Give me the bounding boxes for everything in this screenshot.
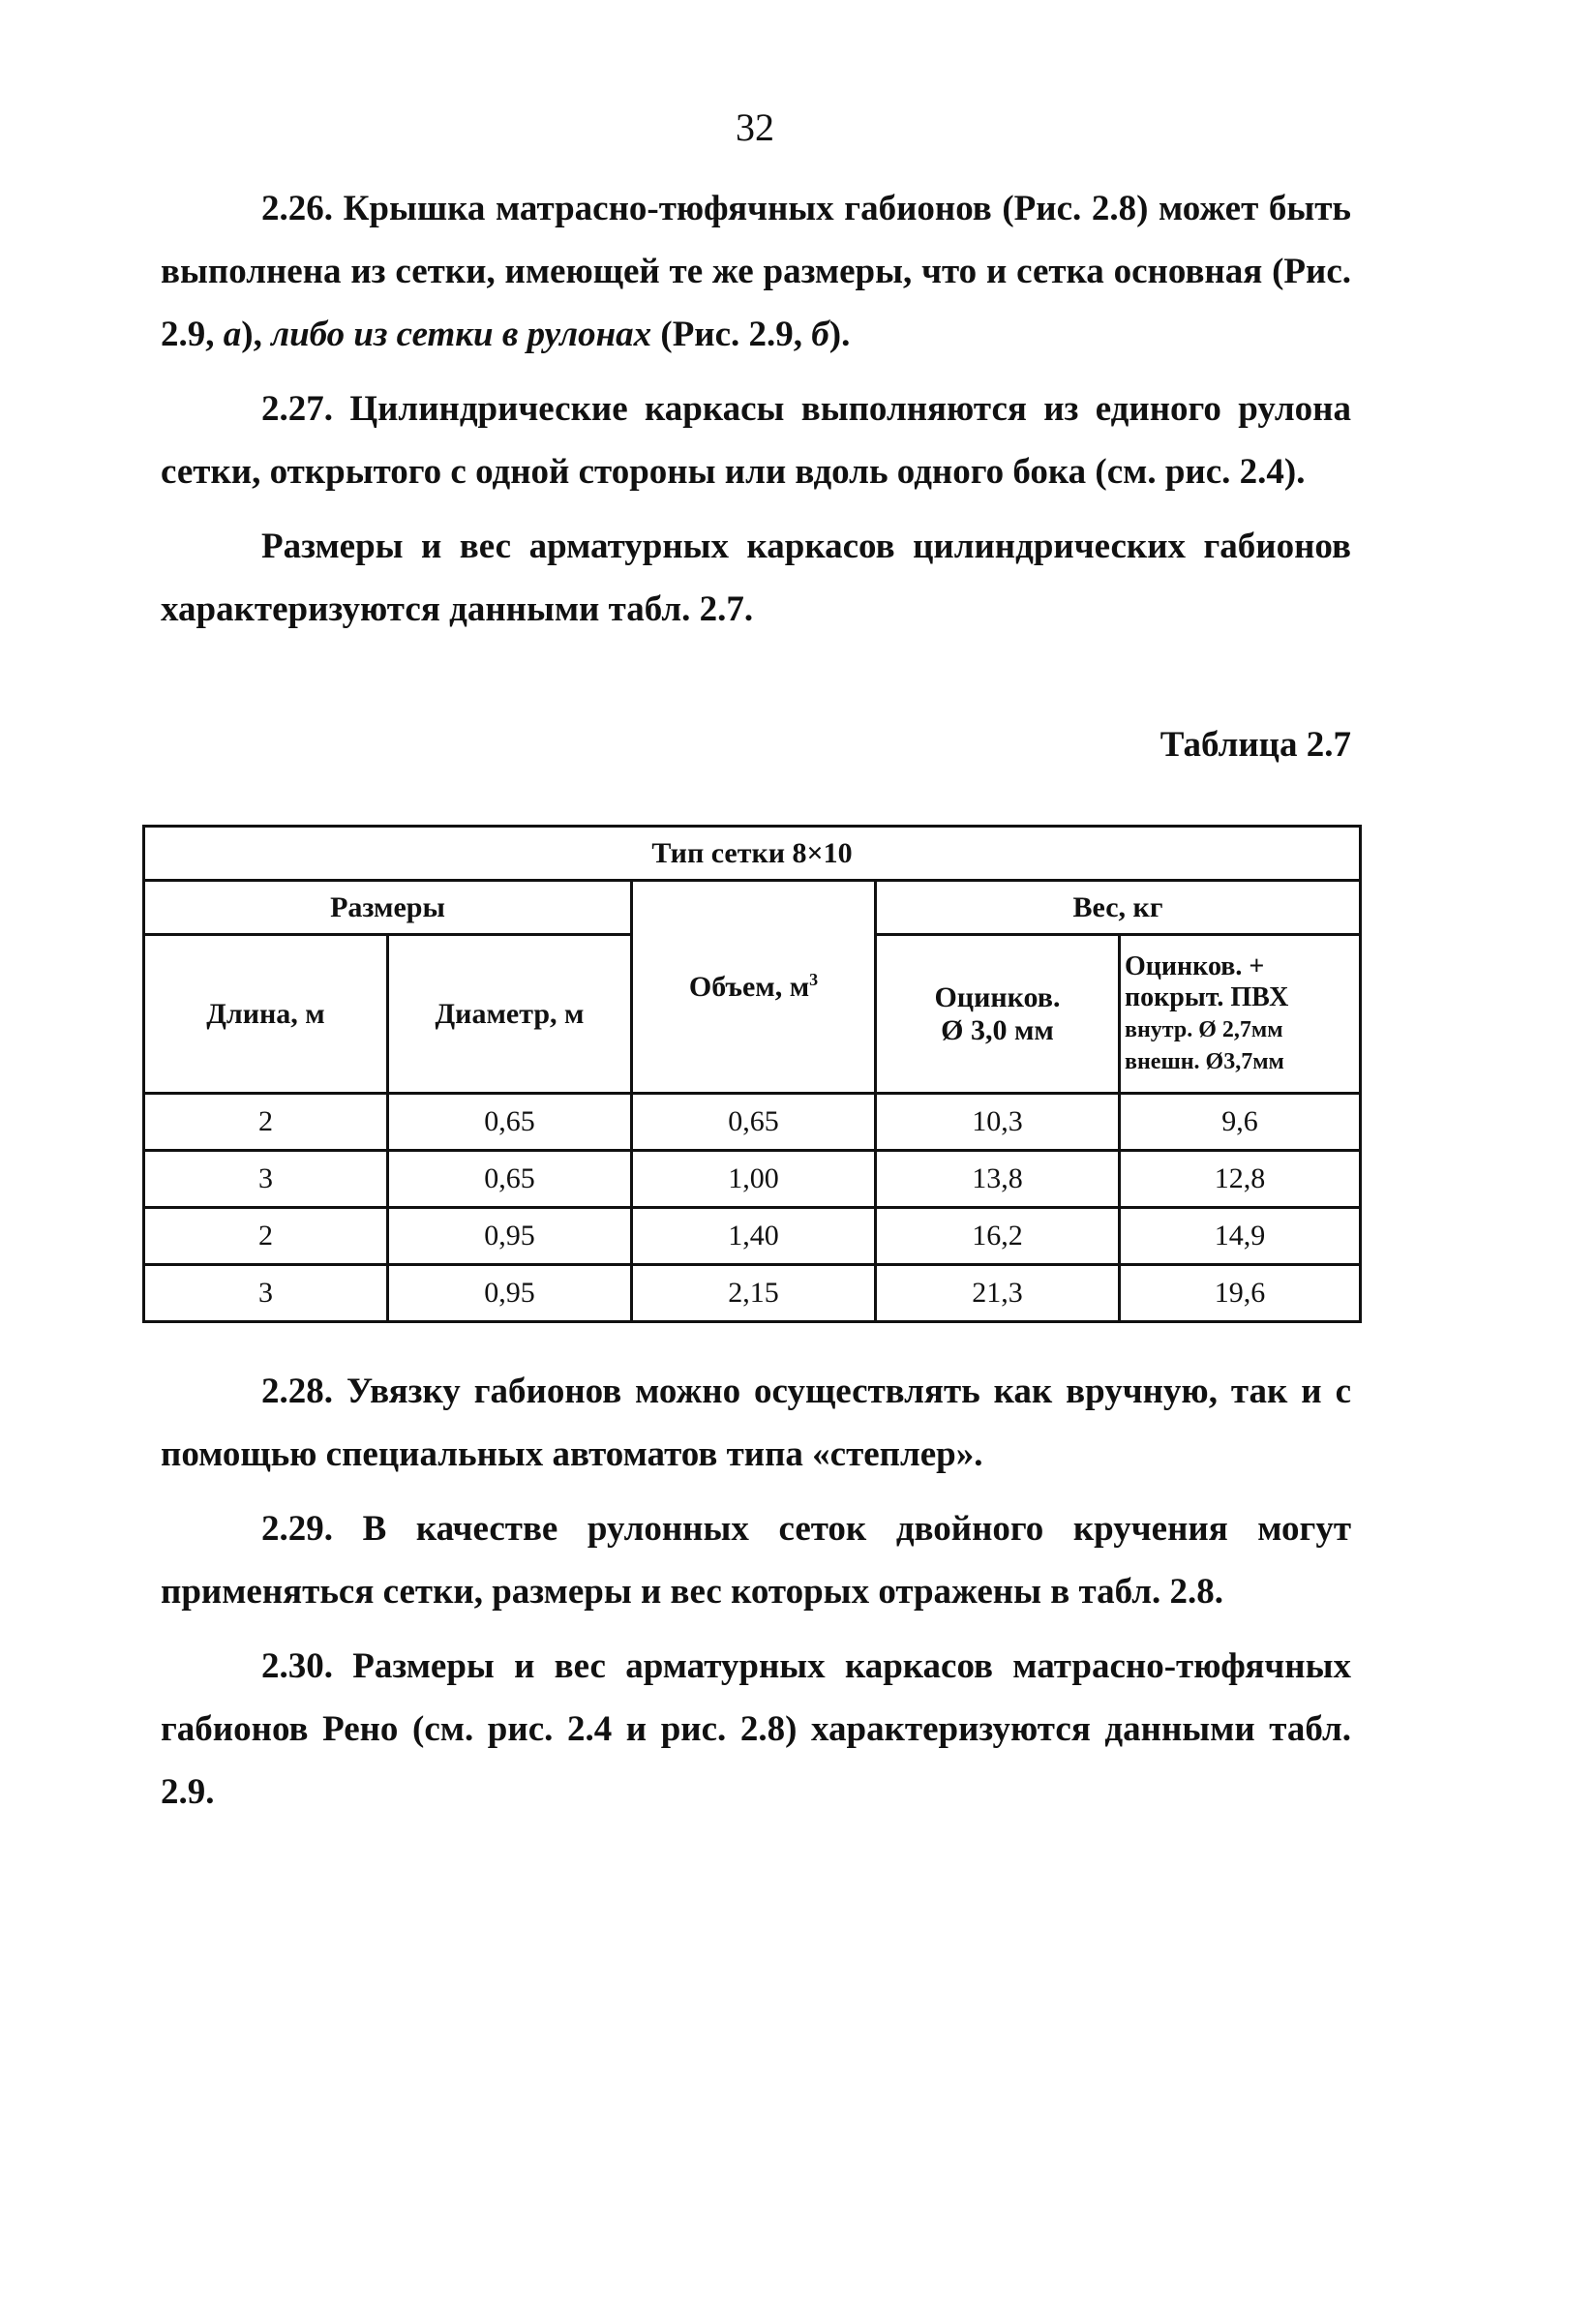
col-header-volume-text: Объем, м [688, 971, 810, 1003]
table-group-row [144, 881, 1361, 935]
table-title-row [144, 827, 1361, 881]
cell-length: 3 [144, 1265, 388, 1322]
table-2-7 [142, 825, 1362, 1323]
paragraph-2-29: 2.29. В качестве рулонных сеток двойного кручения могут применяться сетки, размеры и вес которых отражены в табл. 2.8. [161, 1509, 1351, 1612]
cell-diameter: 0,65 [388, 1094, 632, 1151]
cell-volume: 2,15 [632, 1265, 876, 1322]
cell-weight-zinc: 16,2 [876, 1208, 1120, 1265]
cell-diameter: 0,95 [388, 1208, 632, 1265]
cell-weight-pvc: 14,9 [1120, 1208, 1361, 1265]
col-header-volume [632, 881, 876, 1094]
text-block-top [161, 177, 1351, 641]
paragraph-2-26-part-4: либо из сетки в рулонах [271, 315, 652, 354]
col-header-volume-sup: 3 [809, 970, 819, 989]
group-header-weight: Вес, кг [876, 881, 1361, 935]
text-block-bottom [161, 1360, 1351, 1824]
cell-diameter: 0,95 [388, 1265, 632, 1322]
col-header-pvc-line-1: Оцинков. + [1125, 950, 1265, 981]
paragraph-2-26-part-6: б [811, 315, 829, 354]
page-number: 32 [736, 106, 774, 149]
paragraph-2-26-part-7: ). [828, 315, 851, 354]
paragraph-2-26-part-2: а [223, 315, 242, 354]
cell-length: 3 [144, 1151, 388, 1208]
table-row [144, 1151, 1361, 1208]
col-header-pvc-line-4: внешн. Ø3,7мм [1125, 1048, 1284, 1074]
paragraph-2-27: 2.27. Цилиндрические каркасы выполняются из единого рулона сетки, открытого с одной стороны или вдоль одного бока (см. рис. 2.4). [161, 389, 1351, 492]
paragraph-2-30: 2.30. Размеры и вес арматурных каркасов матрасно-тюфячных габионов Рено (см. рис. 2.4 и рис. 2.8) характеризуются данными табл. 2.9. [161, 1646, 1351, 1812]
cell-weight-zinc: 13,8 [876, 1151, 1120, 1208]
cell-weight-zinc: 10,3 [876, 1094, 1120, 1151]
cell-volume: 0,65 [632, 1094, 876, 1151]
table-caption: Таблица 2.7 [1159, 725, 1351, 765]
paragraph-2-26 [161, 177, 1351, 366]
cell-diameter: 0,65 [388, 1151, 632, 1208]
group-header-sizes: Размеры [144, 881, 632, 935]
col-header-pvc-line-2: покрыт. ПВХ [1125, 981, 1289, 1012]
cell-volume: 1,00 [632, 1151, 876, 1208]
table-row [144, 1208, 1361, 1265]
table-title: Тип сетки 8×10 [144, 827, 1361, 881]
paragraph-2-26-part-5: (Рис. 2.9, [651, 315, 812, 354]
col-header-length: Длина, м [144, 935, 388, 1094]
cell-weight-pvc: 9,6 [1120, 1094, 1361, 1151]
table-row [144, 1094, 1361, 1151]
col-header-zinc-line-2: Ø 3,0 мм [941, 1013, 1054, 1046]
cell-weight-pvc: 12,8 [1120, 1151, 1361, 1208]
cell-length: 2 [144, 1094, 388, 1151]
col-header-diameter: Диаметр, м [388, 935, 632, 1094]
col-header-zinc [876, 935, 1120, 1094]
cell-weight-zinc: 21,3 [876, 1265, 1120, 1322]
paragraph-2-26-part-3: ), [241, 315, 272, 354]
paragraph-2-28: 2.28. Увязку габионов можно осуществлять как вручную, так и с помощью специальных автоматов типа «степлер». [161, 1372, 1351, 1474]
cell-weight-pvc: 19,6 [1120, 1265, 1361, 1322]
table-row [144, 1265, 1361, 1322]
cell-length: 2 [144, 1208, 388, 1265]
cell-volume: 1,40 [632, 1208, 876, 1265]
paragraph-size-note: Размеры и вес арматурных каркасов цилиндрических габионов характеризуются данными табл. 2.7. [161, 527, 1351, 629]
paragraph-2-26-part-1: 2.26. Крышка матрасно-тюфячных габионов (Рис. 2.8) может быть выполнена из сетки, имеющей те же размеры, что и сетка основная (Рис. 2.9, [161, 189, 1351, 354]
col-header-pvc [1120, 935, 1361, 1094]
col-header-pvc-line-3: внутр. Ø 2,7мм [1125, 1016, 1283, 1042]
col-header-zinc-line-1: Оцинков. [934, 980, 1061, 1013]
